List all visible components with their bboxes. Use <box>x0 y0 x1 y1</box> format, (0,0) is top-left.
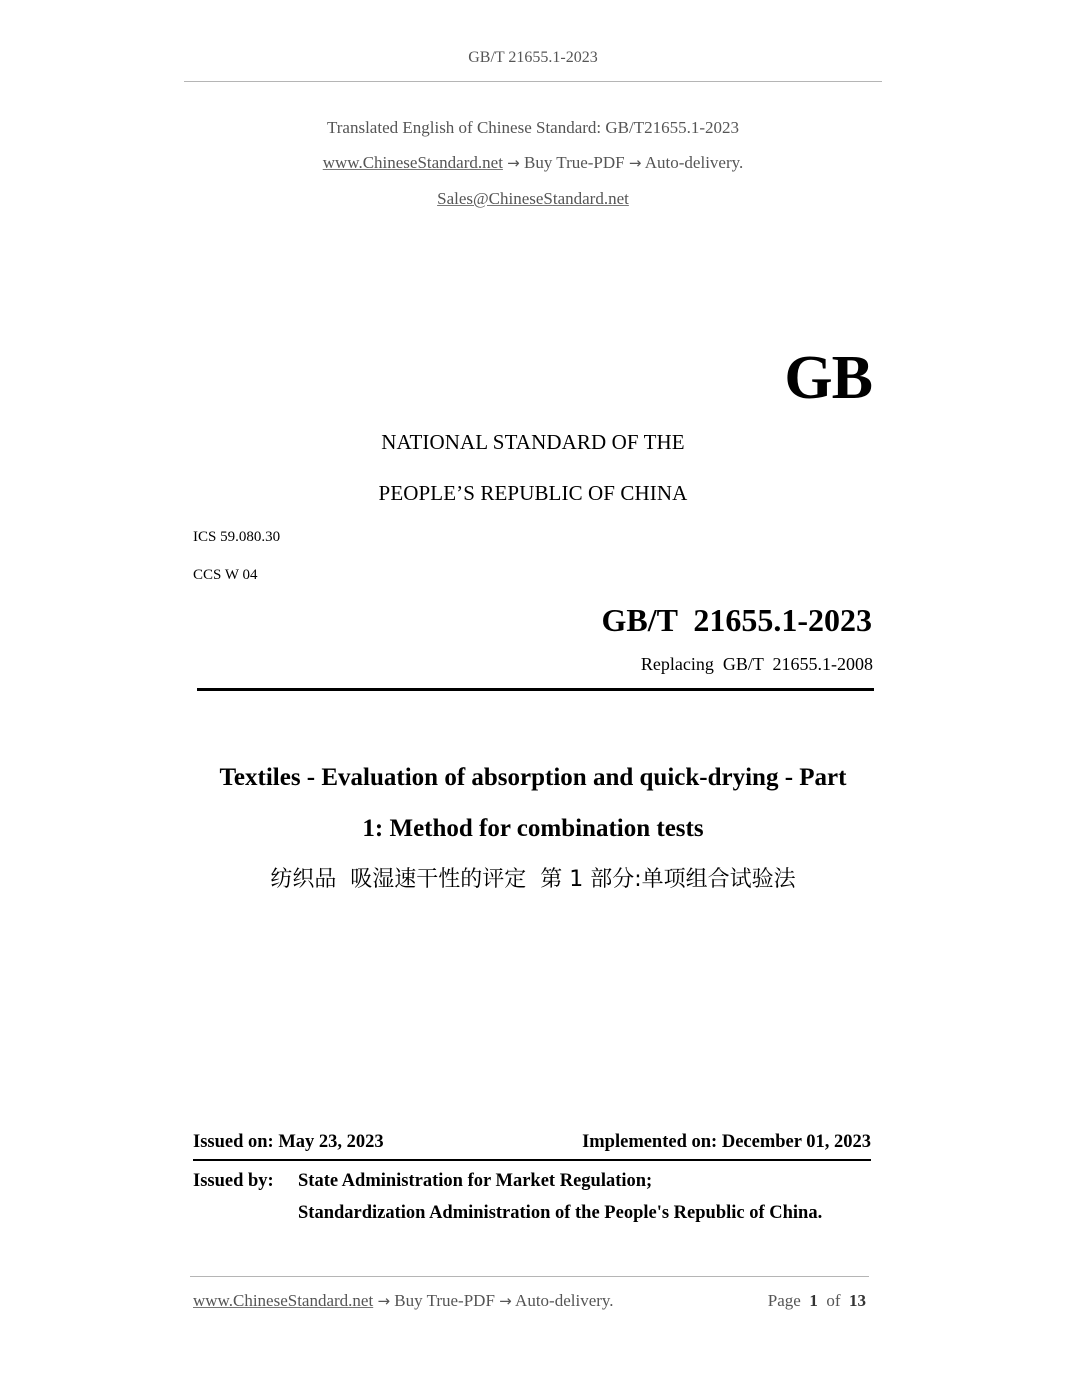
arrow-right-icon: → <box>628 154 642 172</box>
running-header: GB/T 21655.1-2023 <box>468 49 598 66</box>
issuer-org-2: Standardization Administration of the People's Republic of China. <box>298 1203 823 1223</box>
title-divider <box>197 688 874 691</box>
standard-number: GB/T 21655.1-2023 <box>601 602 872 638</box>
website-link[interactable]: www.ChineseStandard.net <box>322 153 503 172</box>
ics-code: ICS 59.080.30 <box>193 529 281 545</box>
title-english-line2: 1: Method for combination tests <box>362 815 704 842</box>
ccs-code: CCS W 04 <box>193 567 258 583</box>
issue-dates <box>193 1130 871 1154</box>
issuer-org-1: State Administration for Market Regulation; <box>298 1171 653 1191</box>
auto-delivery-text: Auto-delivery. <box>644 153 744 172</box>
page-footer <box>193 1290 866 1312</box>
title-chinese: 纺织品 吸湿速干性的评定 第 1 部分:单项组合试验法 <box>270 867 796 892</box>
footer-website-link[interactable]: www.ChineseStandard.net <box>193 1291 374 1310</box>
title-english-line1: Textiles - Evaluation of absorption and quick-drying - Part <box>219 764 847 791</box>
footer-divider <box>190 1276 869 1277</box>
issued-on-date: Issued on: May 23, 2023 <box>193 1132 384 1152</box>
arrow-right-icon: → <box>507 154 520 172</box>
gb-mark: GB <box>784 344 872 412</box>
purchase-line <box>0 152 1066 174</box>
arrow-right-icon: → <box>499 1292 512 1310</box>
national-standard-line2: PEOPLE’S REPUBLIC OF CHINA <box>378 481 688 505</box>
national-standard-line1: NATIONAL STANDARD OF THE <box>381 430 685 454</box>
footer-purchase-line <box>193 1290 614 1312</box>
sales-email-link[interactable]: Sales@ChineseStandard.net <box>437 189 629 208</box>
email-line <box>0 188 1066 210</box>
translation-notice: Translated English of Chinese Standard: GB/T21655.1-2023 <box>326 118 740 137</box>
page-of-label: of <box>826 1291 841 1310</box>
implemented-on-date: Implemented on: December 01, 2023 <box>582 1132 871 1152</box>
footer-buy-text: Buy True-PDF <box>394 1291 495 1310</box>
arrow-right-icon: → <box>377 1292 391 1310</box>
page-number <box>768 1290 866 1312</box>
issue-divider <box>193 1159 871 1161</box>
issued-by-label: Issued by: <box>193 1171 274 1191</box>
footer-delivery-text: Auto-delivery. <box>515 1291 614 1310</box>
header-divider <box>184 81 882 82</box>
current-page: 1 <box>809 1291 818 1310</box>
replacing-standard: Replacing GB/T 21655.1-2008 <box>640 654 873 674</box>
buy-true-pdf-text: Buy True-PDF <box>524 153 625 172</box>
total-pages: 13 <box>849 1291 866 1310</box>
page-label: Page <box>767 1291 801 1310</box>
